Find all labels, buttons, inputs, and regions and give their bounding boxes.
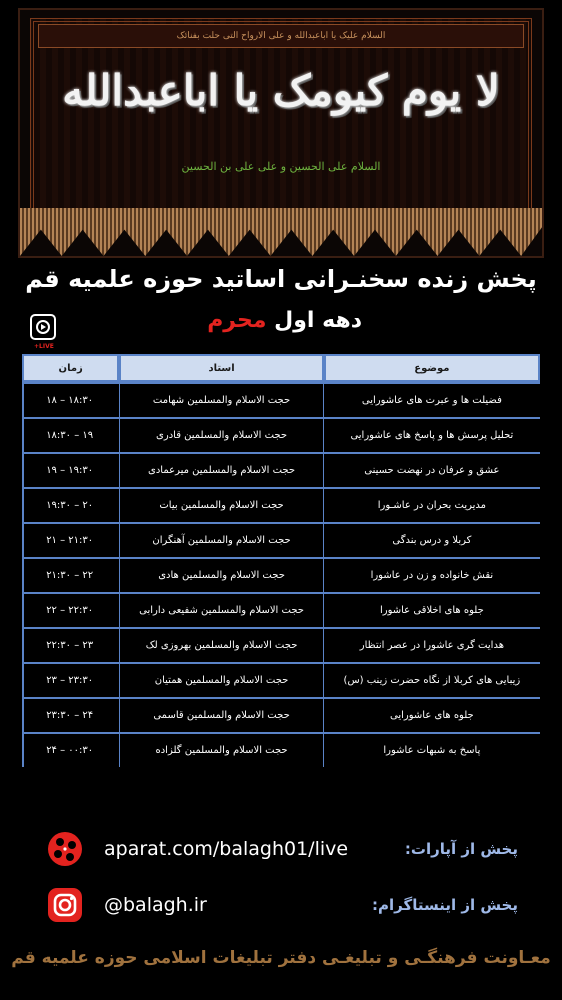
row-speaker: حجت الاسلام والمسلمین شفیعی دارابی	[119, 592, 323, 627]
row-time: ۲۳:۳۰ – ۲۴	[22, 697, 119, 732]
row-topic: عشق و عرفان در نهضت حسینی	[324, 452, 540, 487]
table-row	[22, 522, 540, 557]
subtitle-prefix: دهه اول	[266, 308, 362, 333]
aparat-row[interactable]	[48, 832, 518, 872]
banner-sub-inscription: السلام علی الحسین و علی علی بن الحسین	[181, 160, 381, 173]
page-subtitle	[207, 308, 362, 333]
footer-credit: معـاونت فرهنگـی و تبلیغـی دفتر تبلیغات اسلامی حوزه علمیه قم	[11, 948, 551, 968]
table-row	[22, 382, 540, 417]
instagram-row[interactable]	[48, 888, 518, 928]
row-time: ۱۹:۳۰ – ۲۰	[22, 487, 119, 522]
row-speaker: حجت الاسلام والمسلمین قادری	[119, 417, 323, 452]
row-time: ۲۳ – ۲۳:۳۰	[22, 662, 119, 697]
table-row	[22, 592, 540, 627]
row-time: ۱۹ – ۱۹:۳۰	[22, 452, 119, 487]
row-time: ۱۸ – ۱۸:۳۰	[22, 382, 119, 417]
row-topic: کربلا و درس بندگی	[324, 522, 540, 557]
row-topic: هدایت گری عاشورا در عصر انتظار	[324, 627, 540, 662]
row-speaker: حجت الاسلام والمسلمین بهروزی لک	[119, 627, 323, 662]
table-row	[22, 732, 540, 767]
table-row	[22, 417, 540, 452]
muharram-banner	[18, 8, 544, 258]
row-topic: فضیلت ها و عبرت های عاشورایی	[324, 382, 540, 417]
live-badge: +LIVE	[34, 343, 54, 350]
row-time: ۲۲ – ۲۲:۳۰	[22, 592, 119, 627]
table-header-row	[22, 354, 540, 382]
row-speaker: حجت الاسلام والمسلمین آهنگران	[119, 522, 323, 557]
row-topic: نقش خانواده و زن در عاشورا	[324, 557, 540, 592]
live-play-icon[interactable]	[30, 314, 56, 350]
header-speaker: استاد	[119, 354, 323, 382]
row-speaker: حجت الاسلام والمسلمین میرعمادی	[119, 452, 323, 487]
row-time: ۱۸:۳۰ – ۱۹	[22, 417, 119, 452]
aparat-link[interactable]: aparat.com/balagh01/live	[104, 838, 349, 860]
play-triangle	[41, 324, 46, 330]
row-speaker: حجت الاسلام والمسلمین بیات	[119, 487, 323, 522]
subtitle-highlight: محرم	[207, 308, 267, 333]
table-row	[22, 487, 540, 522]
instagram-label: پخش از اینستاگرام:	[372, 896, 518, 914]
table-row	[22, 627, 540, 662]
table-row	[22, 452, 540, 487]
table-row	[22, 662, 540, 697]
table-row	[22, 697, 540, 732]
row-topic: جلوه های اخلاقی عاشورا	[324, 592, 540, 627]
instagram-icon	[48, 888, 82, 922]
table-row	[22, 557, 540, 592]
schedule-table	[22, 354, 540, 767]
page-title: پخش زنده سخنـرانی اساتید حوزه علمیه قم	[25, 265, 537, 293]
row-topic: مدیریت بحران در عاشـورا	[324, 487, 540, 522]
row-topic: جلوه های عاشورایی	[324, 697, 540, 732]
row-speaker: حجت الاسلام والمسلمین هادی	[119, 557, 323, 592]
banner-fringe	[20, 208, 542, 256]
row-time: ۲۱:۳۰ – ۲۲	[22, 557, 119, 592]
row-speaker: حجت الاسلام والمسلمین قاسمی	[119, 697, 323, 732]
aparat-icon	[48, 832, 82, 866]
header-time: زمان	[22, 354, 119, 382]
row-time: ۲۴ – ۰۰:۳۰	[22, 732, 119, 767]
row-time: ۲۱ – ۲۱:۳۰	[22, 522, 119, 557]
banner-calligraphy: لا یوم کیومک یا اباعبدالله	[62, 66, 500, 115]
header-topic: موضوع	[324, 354, 540, 382]
banner-top-inscription: السلام علیک یا اباعبدالله و علی الارواح التی حلت بفنائک	[38, 24, 524, 48]
row-topic: تحلیل پرسش ها و پاسخ های عاشورایی	[324, 417, 540, 452]
instagram-link[interactable]: @balagh.ir	[104, 894, 207, 916]
aparat-label: پخش از آپارات:	[404, 840, 518, 858]
row-topic: زیبایی های کربلا از نگاه حضرت زینب (س)	[324, 662, 540, 697]
row-topic: پاسخ به شبهات عاشورا	[324, 732, 540, 767]
row-speaker: حجت الاسلام والمسلمین شهامت	[119, 382, 323, 417]
row-time: ۲۲:۳۰ – ۲۳	[22, 627, 119, 662]
row-speaker: حجت الاسلام والمسلمین همتیان	[119, 662, 323, 697]
row-speaker: حجت الاسلام والمسلمین گلزاده	[119, 732, 323, 767]
